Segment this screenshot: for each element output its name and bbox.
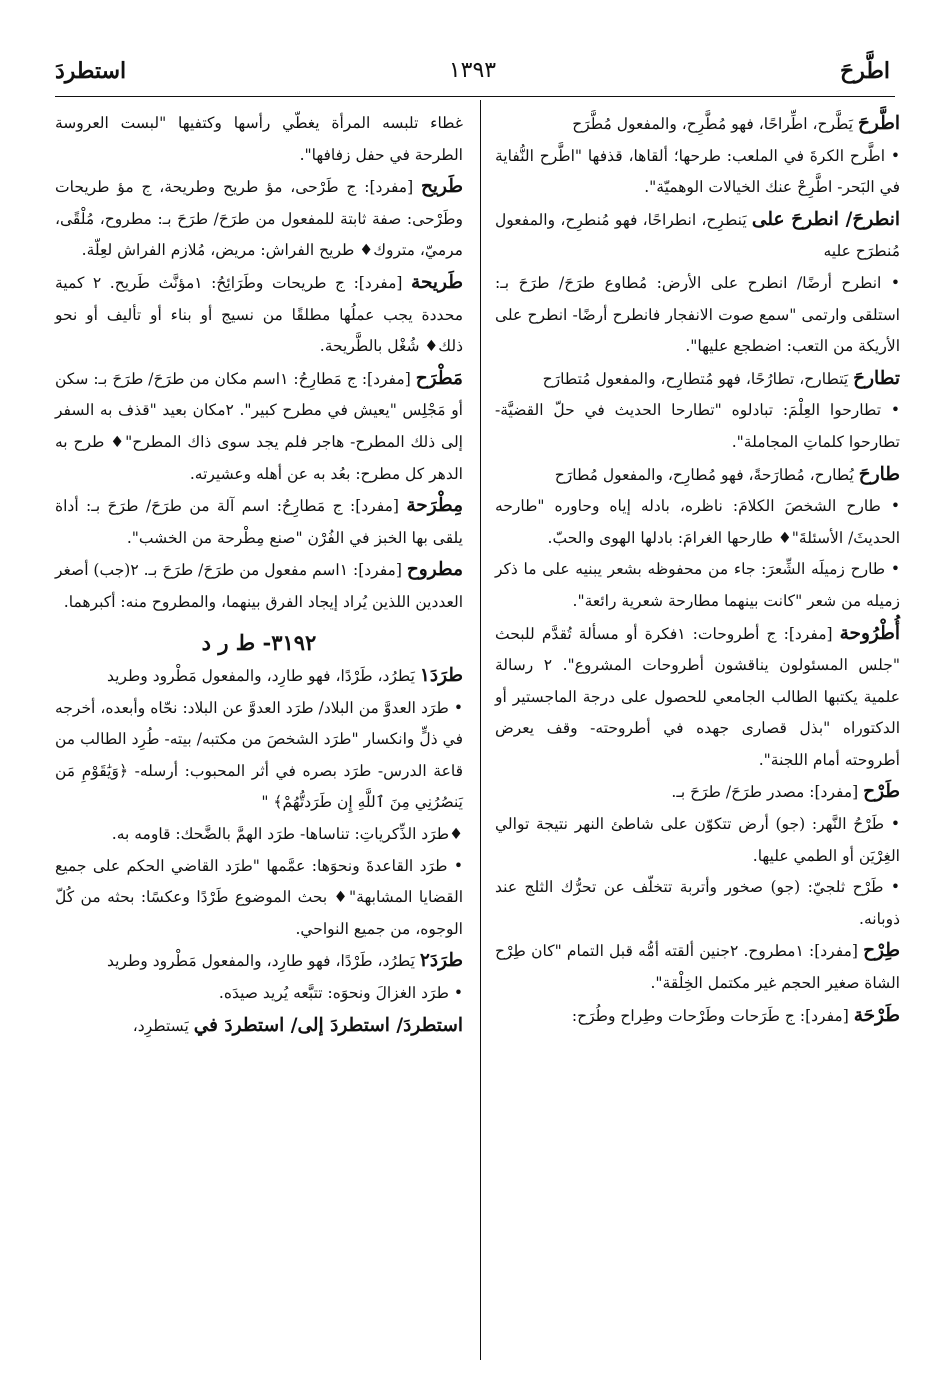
- section-heading: ٣١٩٢- ط ر د: [201, 629, 317, 655]
- entry-text: [مفرد]: ج طَرَحات وطَرْحات وطِراح وطُرَح:: [571, 1006, 854, 1025]
- dictionary-entry: [55, 363, 463, 490]
- dictionary-entry: [495, 141, 900, 204]
- entry-headword: انطرحَ/ انطرحَ على: [751, 208, 901, 230]
- entry-text: يَطرُد، طَرْدًا، فهو طارِد، والمفعول مَطْرود وطريد: [106, 952, 420, 971]
- entry-text: [مفرد]: ١مطروح. ٢جنين ألقته أمُّه قبل التمام "كان طِرْح الشاة صغير الحجم غير مكتمل الخِلْقة".: [495, 942, 900, 993]
- dictionary-entry: [495, 459, 900, 492]
- entry-text: يَنطرِح، انطراحًا، فهو مُنطرِح، والمفعول مُنطرَح عليه: [495, 210, 900, 261]
- entry-headword: استطردَ/ استطردَ إلى/ استطردَ في: [193, 1014, 463, 1036]
- entry-text: [مفرد]: مصدر طرَحَ/ طرَحَ بـ.: [671, 783, 864, 802]
- right-column: [495, 108, 900, 1032]
- entry-text: • طَرْح ثلجيّ: (جو) صخور وأتربة تتخلّف عن تحرُّك الثلج عند ذوبانه.: [495, 878, 900, 928]
- header-guide-word-left: استطردَ: [55, 58, 127, 84]
- entry-text: • اطَّرح الكرةَ في الملعب: طرحها؛ ألقاها، قذفها "اطَّرح النُّفاية في البَحر- اطَّرِحْ عنك الخيالات الوهميّة".: [495, 146, 900, 197]
- entry-headword: طرَدَ١: [419, 665, 463, 687]
- entry-text: [مفرد]: ج مَطارِحُ: اسم آلة من طرَحَ/ طرَحَ بـ: أداة يلقى بها الخبز في الفُرْن "صنع مِطْرحة من الخشب".: [55, 497, 463, 547]
- entry-headword: طرَدَ٢: [419, 950, 463, 972]
- dictionary-entry: [55, 108, 463, 171]
- entry-headword: أُطْرُوحة: [839, 622, 900, 644]
- dictionary-entry: [495, 268, 900, 363]
- entry-headword: طَرْح: [863, 781, 900, 803]
- entry-text: يَطَّرح، اطِّراحًا، فهو مُطَّرِح، والمفعول مُطَّرَح: [572, 115, 858, 133]
- dictionary-entry: [495, 204, 900, 268]
- entry-text: يَتطارح، تطارُحًا، فهو مُتطارِح، والمفعول مُتطارَح: [542, 369, 854, 388]
- entry-text: يُطارح، مُطارَحةً، فهو مُطارِح، والمفعول مُطارَح: [554, 465, 859, 484]
- dictionary-entry: [495, 1000, 900, 1033]
- dictionary-entry: [495, 108, 900, 141]
- dictionary-entry: [495, 363, 900, 396]
- dictionary-entry: [55, 171, 463, 267]
- entry-text: [مفرد]: ج طَرْحى، مؤ طريح وطريحة، ج مؤ طريحات وطَرْحى: صفة ثابتة للمفعول من طرَحَ/ طرَحَ بـ: مطروح، مُلْقًى، مرميّ، متروك♦ طريح الفراش: مريض، مُلازم الفراش لعِلّة.: [55, 178, 463, 260]
- left-column: [55, 108, 463, 1042]
- entry-text: • طارح زميلَه الشِّعرَ: جاء من محفوظه بشعر يبنيه على ما ذكر زميله من شعر "كانت بينهما مطارحة شعرية رائعة".: [495, 560, 900, 610]
- dictionary-entry: [495, 809, 900, 872]
- dictionary-entry: [495, 618, 900, 777]
- dictionary-entry: [55, 693, 463, 819]
- entry-text: [مفرد]: ١اسم مفعول من طرَحَ/ طرَحَ بـ. ٢(جب) أصغر العددين اللذين يُراد إيجاد الفرق بينهما، والمطروح منه: أكبرهما.: [55, 561, 463, 611]
- entry-headword: اطَّرحَ: [857, 113, 900, 134]
- dictionary-entry: [55, 819, 463, 851]
- entry-text: • طرَد القاعدةَ ونحوَها: عمَّمها "طرَد القاضي الحكم على جميع القضايا المشابهة"♦ بحث الموضوع طَرْدًا وعكسًا: بحثه من كُلّ الوجوه، من جميع النواحي.: [55, 856, 463, 938]
- column-divider: [480, 100, 481, 1360]
- dictionary-entry: [55, 660, 463, 693]
- entry-text: ♦طرَد الذِّكرياتِ: تناساها- طرَد الهمَّ بالضَّحك: قاومه به.: [111, 825, 463, 844]
- dictionary-entry: [55, 851, 463, 946]
- entry-text: غطاء تلبسه المرأة يغطّي رأسها وكتفيها "لبست العروسة الطرحة في حفل زفافها".: [55, 114, 463, 164]
- dictionary-entry: [495, 776, 900, 809]
- dictionary-entry: [495, 872, 900, 935]
- entry-text: • طرَد الغزالَ ونحوَه: تتبَّعه يُريد صيدَه.: [218, 984, 463, 1003]
- header-rule: [55, 96, 895, 97]
- dictionary-entry: [495, 935, 900, 999]
- entry-text: • تطارحوا العِلْمَ: تبادلوه "تطارحا الحديث في حلّ القضيَّة- تطارحوا كلماتِ المجاملة".: [495, 401, 900, 451]
- entry-headword: طَرْحَة: [853, 1004, 900, 1026]
- entry-headword: مِطْرَحة: [406, 495, 463, 517]
- entry-text: [مفرد]: ج أطروحات: ١فكرة أو مسألة تُقدَّم للبحث "جلس المسئولون يناقشون أطروحات المشروع". ٢ رسالة علمية يكتبها الطالب الجامعي للحصول على درجة الماجستير أو الدكتوراه "بذل قصارى جهده في أطروحته- وقف يعرض أطروحته أمام اللجنة".: [495, 624, 901, 769]
- header-guide-word-right: اطَّرحَ: [840, 58, 890, 84]
- entry-text: [مفرد]: ج مَطارِحُ: ١اسم مكان من طرَحَ/ طرَحَ بـ: سكن أو مَجْلِس "يعيش في مطرح كبير". ٢مكان بعيد "قذف به السفر إلى ذلك المطرح- هاجر فلم يجد سوى ذاك المطرح"♦ طرح به الدهر كل مطرح: بعُد به عن أهله وعشيرته.: [55, 369, 463, 483]
- entry-headword: طارحَ: [858, 463, 900, 485]
- entry-text: يَطرُد، طَرْدًا، فهو طارِد، والمفعول مَطْرود وطريد: [106, 667, 420, 686]
- dictionary-entry: [55, 490, 463, 554]
- entry-text: [مفرد]: ج طريحات وطَرَائِحُ: ١مؤنَّث طَريح. ٢ كمية محددة يجب عملُها مطلقًا من نسيج أو بناء أو تأليف أو نحو ذلك♦ شُغْل بالطَّريحة.: [55, 273, 463, 356]
- entry-text: • طَرْحُ النَّهر: (جو) أرض تتكوّن على شاطئ النهر نتيجة توالي الغِرْيَن أو الطمي عليها.: [495, 815, 900, 865]
- dictionary-entry: [55, 554, 463, 618]
- dictionary-entry: [55, 978, 463, 1010]
- entry-text: يَستطرِد،: [132, 1016, 194, 1035]
- entry-headword: طِرْح: [863, 940, 900, 962]
- entry-headword: طَريحة: [411, 271, 463, 293]
- page-header: [55, 58, 890, 92]
- entry-text: • انطرح أرضًا/ انطرح على الأرض: مُطاوع طرَحَ/ طرَحَ بـ: استلقى وارتمى "سمع صوت الانفجار فانطرح أرضًا- انطرح على الأريكة من التعب: اضطجع عليها".: [495, 273, 900, 356]
- entry-text: • طارح الشخصَ الكلامَ: ناظره، بادله إياه وحاوره "طارحه الحديثَ/ الأسئلةَ"♦ طارحها الغرامَ: بادلها الهوى والحبّ.: [495, 497, 900, 547]
- entry-headword: تطارحَ: [853, 367, 900, 389]
- dictionary-entry: [55, 267, 463, 363]
- dictionary-entry: [495, 491, 900, 554]
- entry-text: • طرَد العدوَّ من البلاد/ طرَد العدوَّ عن البلاد: نحّاه وأبعده، أخرجه في ذلٍّ وانكسار "طرَد الشخصَ من مكتبه/ بيته- طُرِد الطالب من قاعة الدرس- طرَد بصره في أثر المحبوب: أرسله- ﴿وَيَٰقَوْمِ مَن يَنصُرُنِي مِنَ ٱللَّهِ إِن طَرَدتُّهُمْ﴾ ": [55, 698, 463, 812]
- dictionary-entry: [55, 1010, 463, 1043]
- entry-headword: طَريح: [420, 176, 463, 198]
- dictionary-entry: [495, 395, 900, 458]
- entry-headword: مَطْرَح: [415, 367, 463, 389]
- page-number: ١٣٩٣: [448, 58, 497, 83]
- dictionary-entry: [495, 554, 900, 617]
- entry-headword: مطروح: [406, 559, 463, 581]
- dictionary-entry: [55, 945, 463, 978]
